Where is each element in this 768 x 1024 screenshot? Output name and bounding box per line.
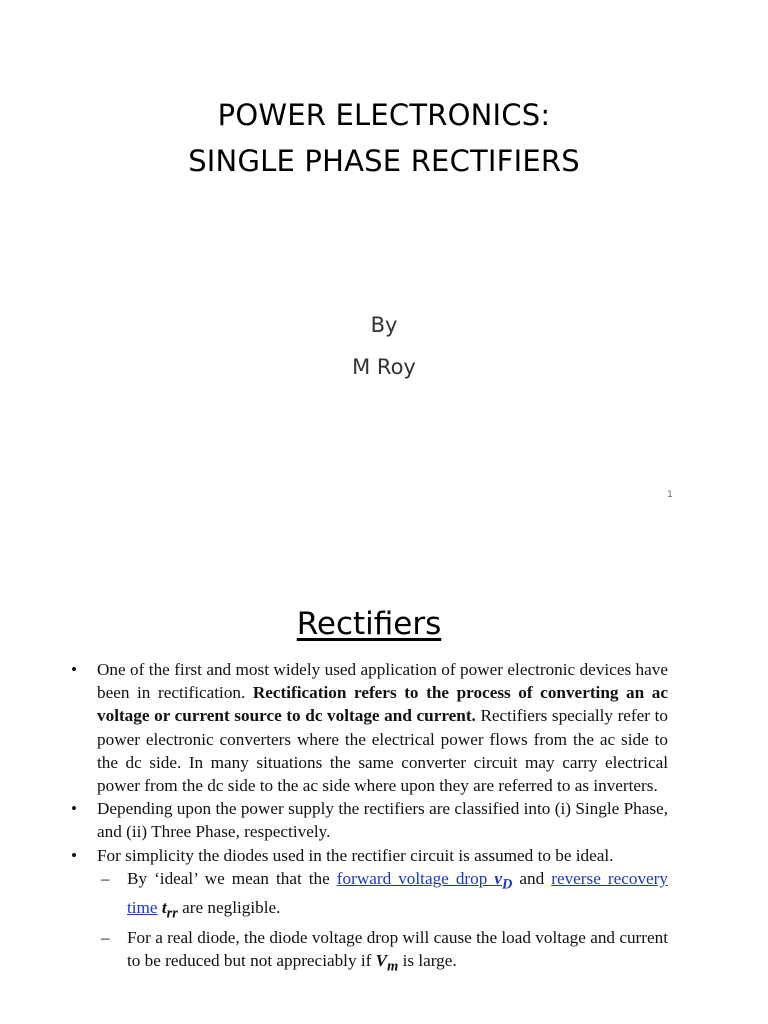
dash-marker: –	[101, 868, 110, 888]
bullet-marker: •	[71, 845, 78, 865]
bullet-marker: •	[71, 660, 78, 679]
paragraph-text: Depending upon the power supply the rectifiers are classified into (i) Single Phase, and (ii) Three Phase, respectively.	[97, 799, 668, 842]
paragraph-text: By ‘ideal’ we mean that the	[127, 868, 337, 888]
sub-item-2	[66, 926, 668, 979]
author-name: M Roy	[352, 355, 416, 379]
title-line-1: POWER ELECTRONICS:	[217, 98, 551, 132]
link-text: forward voltage drop	[336, 868, 495, 888]
paragraph-text: For a real diode, the diode voltage drop will cause the load voltage and current to be reduced but not appreciably if	[127, 928, 668, 971]
bullet-marker: •	[71, 799, 78, 819]
vd-subscript: D	[502, 876, 513, 893]
trr-symbol: t	[157, 898, 167, 918]
paragraph-text: For simplicity the diodes used in the rectifier circuit is assumed to be ideal.	[97, 845, 614, 865]
paragraph-text: is large.	[398, 951, 457, 971]
forward-voltage-drop-link[interactable]	[336, 868, 513, 893]
page-number: 1	[667, 490, 673, 500]
slide-heading: Rectifiers	[296, 606, 442, 642]
paragraph-text: and	[512, 868, 552, 888]
bullet-item-3	[66, 844, 668, 867]
dash-marker: –	[101, 928, 110, 948]
bullet-list	[66, 658, 668, 979]
by-label: By	[370, 313, 398, 337]
sub-item-1	[66, 867, 668, 926]
paragraph-text: One of the first and most widely used application of power electronic devices have been in rectification.	[97, 660, 668, 703]
bullet-item-1	[66, 658, 668, 797]
title-line-2: SINGLE PHASE RECTIFIERS	[188, 144, 580, 178]
paragraph-text: are negligible.	[177, 898, 281, 918]
trr-subscript: rr	[166, 905, 178, 922]
rectifiers-slide	[0, 528, 768, 1024]
reverse-recovery-time-link[interactable]: reverse recovery time	[127, 868, 668, 918]
paragraph-text: Rectifiers specially refer to power electronic converters where the electrical power flows from the ac side to the dc side. In many situations the same converter circuit may carry electrical power from the dc side to the ac side where upon they are referred to as inverters.	[97, 706, 668, 796]
vd-symbol: v	[494, 868, 502, 888]
bold-definition: Rectification refers to the process of converting an ac voltage or current source to dc voltage and current.	[97, 683, 669, 726]
vm-symbol: V	[375, 951, 388, 971]
vm-subscript: m	[387, 958, 399, 975]
bullet-item-2	[66, 797, 668, 843]
